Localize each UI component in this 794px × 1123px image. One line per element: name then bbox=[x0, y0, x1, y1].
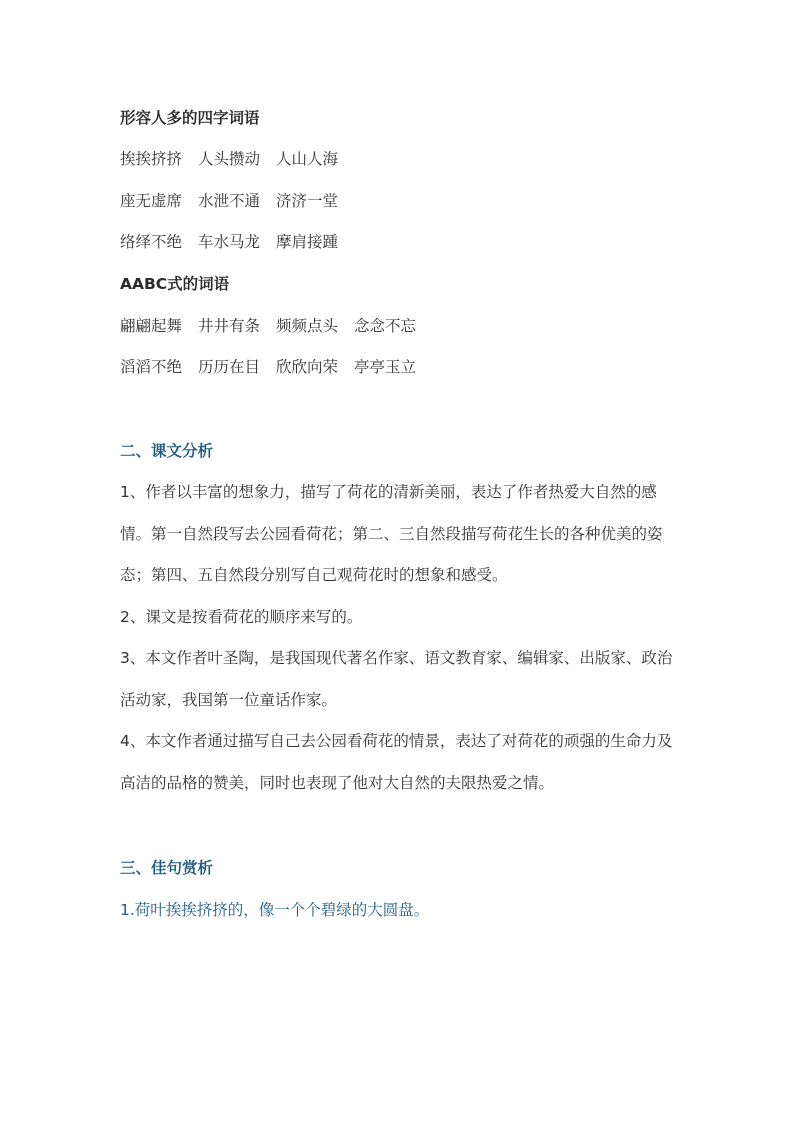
idiom: 车水马龙 bbox=[198, 233, 261, 251]
word-row bbox=[120, 357, 432, 377]
idiom: 井井有条 bbox=[198, 317, 261, 335]
appreciation-sentence bbox=[120, 900, 429, 920]
idiom: 滔滔不绝 bbox=[120, 358, 183, 376]
idiom: 络绎不绝 bbox=[120, 233, 183, 251]
idiom: 亭亭玉立 bbox=[354, 358, 417, 376]
idiom: 翩翩起舞 bbox=[120, 317, 183, 335]
idiom: 挨挨挤挤 bbox=[120, 150, 183, 168]
analysis-item-3: 3、本文作者叶圣陶，是我国现代著名作家、语文教育家、编辑家、出版家、政治活动家，我国第一位童话作家。 bbox=[120, 649, 673, 709]
idiom: 欣欣向荣 bbox=[276, 358, 339, 376]
idiom: 人山人海 bbox=[276, 150, 339, 168]
analysis-item-2: 2、课文是按看荷花的顺序来写的。 bbox=[120, 608, 363, 626]
analysis-item-4: 4、本文作者通过描写自己去公园看荷花的情景，表达了对荷花的顽强的生命力及高洁的品格的赞美，同时也表现了他对大自然的夫限热爱之情。 bbox=[120, 732, 673, 792]
sentence-number: 1. bbox=[120, 901, 135, 919]
idiom: 频频点头 bbox=[276, 317, 339, 335]
analysis-item-1: 1、作者以丰富的想象力，描写了荷花的清新美丽，表达了作者热爱大自然的感情。第一自然段写去公园看荷花；第二、三自然段描写荷花生长的各种优美的姿态；第四、五自然段分别写自己观荷花时的想象和感受。 bbox=[120, 483, 663, 584]
idiom: 摩肩接踵 bbox=[276, 233, 339, 251]
sentence-text: 荷叶挨挨挤挤的，像一个个碧绿的大圆盘。 bbox=[134, 901, 430, 919]
section-heading-analysis: 二、课文分析 bbox=[120, 442, 214, 460]
idiom: 座无虚席 bbox=[120, 192, 183, 210]
word-row bbox=[120, 191, 354, 211]
idiom: 人头攒动 bbox=[198, 150, 261, 168]
section-heading-appreciation: 三、佳句赏析 bbox=[120, 859, 214, 877]
word-row bbox=[120, 149, 354, 169]
idiom: 历历在目 bbox=[198, 358, 261, 376]
section-heading-crowd: 形容人多的四字词语 bbox=[120, 109, 260, 127]
word-row bbox=[120, 232, 354, 252]
document-page bbox=[120, 0, 700, 1123]
idiom: 水泄不通 bbox=[198, 192, 261, 210]
idiom: 济济一堂 bbox=[276, 192, 339, 210]
section-heading-aabc: AABC式的词语 bbox=[120, 275, 230, 293]
idiom: 念念不忘 bbox=[354, 317, 417, 335]
word-row bbox=[120, 316, 432, 336]
